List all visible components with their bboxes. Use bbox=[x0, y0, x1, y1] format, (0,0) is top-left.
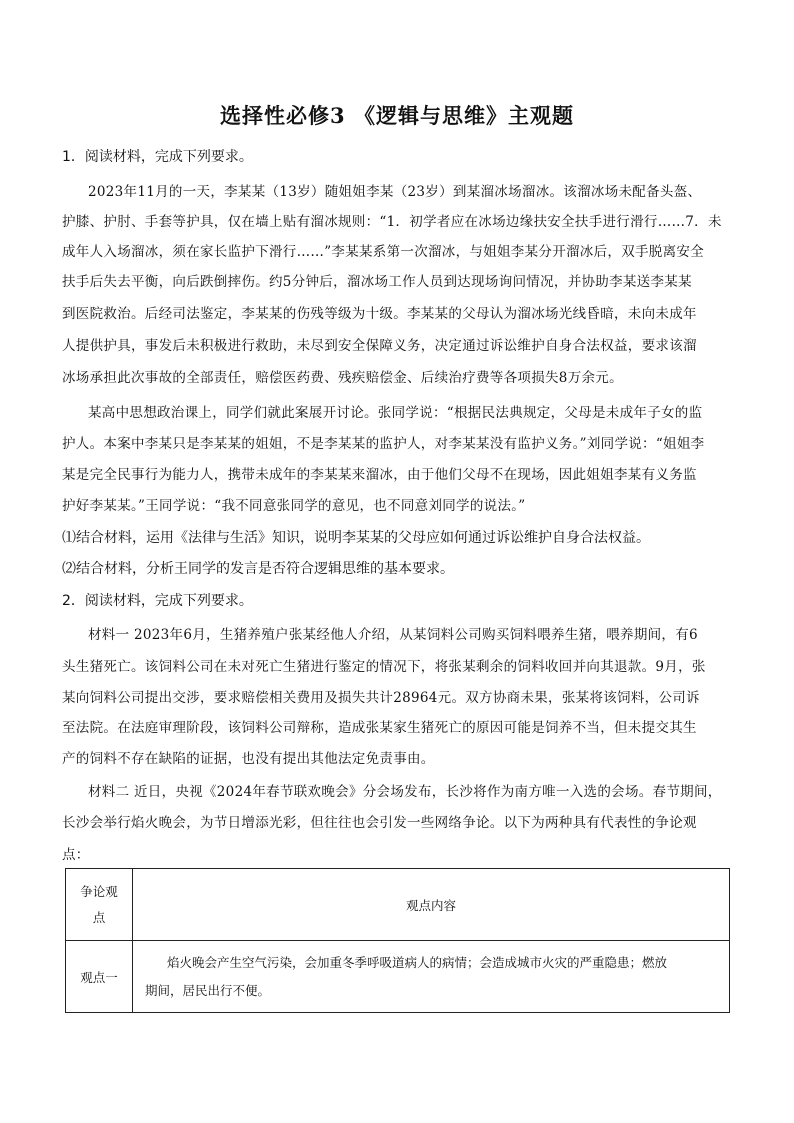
page-title: 选择性必修3 《逻辑与思维》主观题 bbox=[220, 103, 574, 128]
q2-material-line: 点： bbox=[62, 847, 90, 863]
table-row bbox=[66, 941, 730, 1013]
header-label-line: 争论观 bbox=[80, 883, 118, 899]
q1-subquestion-1: ⑴结合材料，运用《法律与生活》知识，说明李某某的父母应如何通过诉讼维护自身合法权益。 bbox=[62, 530, 650, 546]
row-content-cell bbox=[133, 941, 730, 1013]
q1-paragraph-line: 到医院救治。后经司法鉴定，李某某的伤残等级为十级。李某某的父母认为溜冰场光线昏暗，未向未成年 bbox=[62, 306, 697, 322]
question-1-prompt: 1．阅读材料，完成下列要求。 bbox=[62, 149, 253, 165]
q1-paragraph-line: 2023年11月的一天，李某某（13岁）随姐姐李某（23岁）到某溜冰场溜冰。该溜冰场未配备头盔、 bbox=[88, 184, 702, 200]
q1-paragraph-line: 成年人入场溜冰，须在家长监护下滑行……”李某某系第一次溜冰，与姐姐李某分开溜冰后，双手脱离安全 bbox=[62, 244, 704, 260]
table-header-cell: 观点内容 bbox=[133, 869, 730, 941]
q1-paragraph-line: 某高中思想政治课上，同学们就此案展开讨论。张同学说：“根据民法典规定，父母是未成年子女的监 bbox=[88, 405, 703, 421]
viewpoint-table bbox=[65, 868, 730, 1013]
q2-material-line: 长沙会举行焰火晚会，为节日增添光彩，但往往也会引发一些网络争论。以下为两种具有代表性的争论观 bbox=[62, 815, 697, 831]
q2-material-line: 至法院。在法庭审理阶段，该饲料公司辩称，造成张某家生猪死亡的原因可能是饲养不当，但未提交其生 bbox=[62, 720, 697, 736]
q2-material-line: 某向饲料公司提出交涉，要求赔偿相关费用及损失共计28964元。双方协商未果，张某将该饲料，公司诉 bbox=[62, 690, 700, 706]
q1-paragraph-line: 护好李某某。”王同学说：“我不同意张同学的意见，也不同意刘同学的说法。” bbox=[62, 498, 526, 514]
q1-paragraph-line: 人提供护具，事发后未积极进行救助，未尽到安全保障义务，决定通过诉讼维护自身合法权益，要求该溜 bbox=[62, 338, 697, 354]
q2-material-line: 材料一 2023年6月，生猪养殖户张某经他人介绍，从某饲料公司购买饲料喂养生猪，喂养期间，有6 bbox=[88, 627, 698, 643]
q2-material-line: 头生猪死亡。该饲料公司在未对死亡生猪进行鉴定的情况下，将张某剩余的饲料收回并向其退款。9月，张 bbox=[62, 659, 706, 675]
row-content-line: 焰火晚会产生空气污染，会加重冬季呼吸道病人的病情；会造成城市火灾的严重隐患；燃放 bbox=[167, 954, 668, 970]
q1-paragraph-line: 护人。本案中李某只是李某某的姐姐，不是李某某的监护人，对李某某没有监护义务。”刘同学说：“姐姐李 bbox=[62, 436, 705, 452]
table-header-row bbox=[66, 869, 730, 941]
table-header-cell bbox=[66, 869, 133, 941]
question-2-prompt: 2．阅读材料，完成下列要求。 bbox=[62, 593, 253, 609]
q1-paragraph-line: 扶手后失去平衡，向后跌倒摔伤。约5分钟后，溜冰场工作人员到达现场询问情况，并协助李某送李某某 bbox=[62, 274, 692, 290]
row-content-line: 期间，居民出行不便。 bbox=[145, 982, 271, 998]
q1-paragraph-line: 护膝、护肘、手套等护具，仅在墙上贴有溜冰规则：“1．初学者应在冰场边缘扶安全扶手进行滑行……7．未 bbox=[62, 214, 722, 230]
header-label-line: 点 bbox=[92, 909, 106, 925]
q2-material-line: 材料二 近日，央视《2024年春节联欢晚会》分会场发布，长沙将作为南方唯一入选的会场。春节期间， bbox=[88, 784, 722, 800]
q1-paragraph-line: 冰场承担此次事故的全部责任，赔偿医药费、残疾赔偿金、后续治疗费等各项损失8万余元。 bbox=[62, 370, 623, 386]
q1-paragraph-line: 某是完全民事行为能力人，携带未成年的李某某来溜冰，由于他们父母不在现场，因此姐姐李某有义务监 bbox=[62, 467, 697, 483]
q1-subquestion-2: ⑵结合材料，分析王同学的发言是否符合逻辑思维的基本要求。 bbox=[62, 561, 454, 577]
q2-material-line: 产的饲料不存在缺陷的证据，也没有提出其他法定免责事由。 bbox=[62, 751, 435, 767]
row-label-cell: 观点一 bbox=[66, 941, 133, 1013]
